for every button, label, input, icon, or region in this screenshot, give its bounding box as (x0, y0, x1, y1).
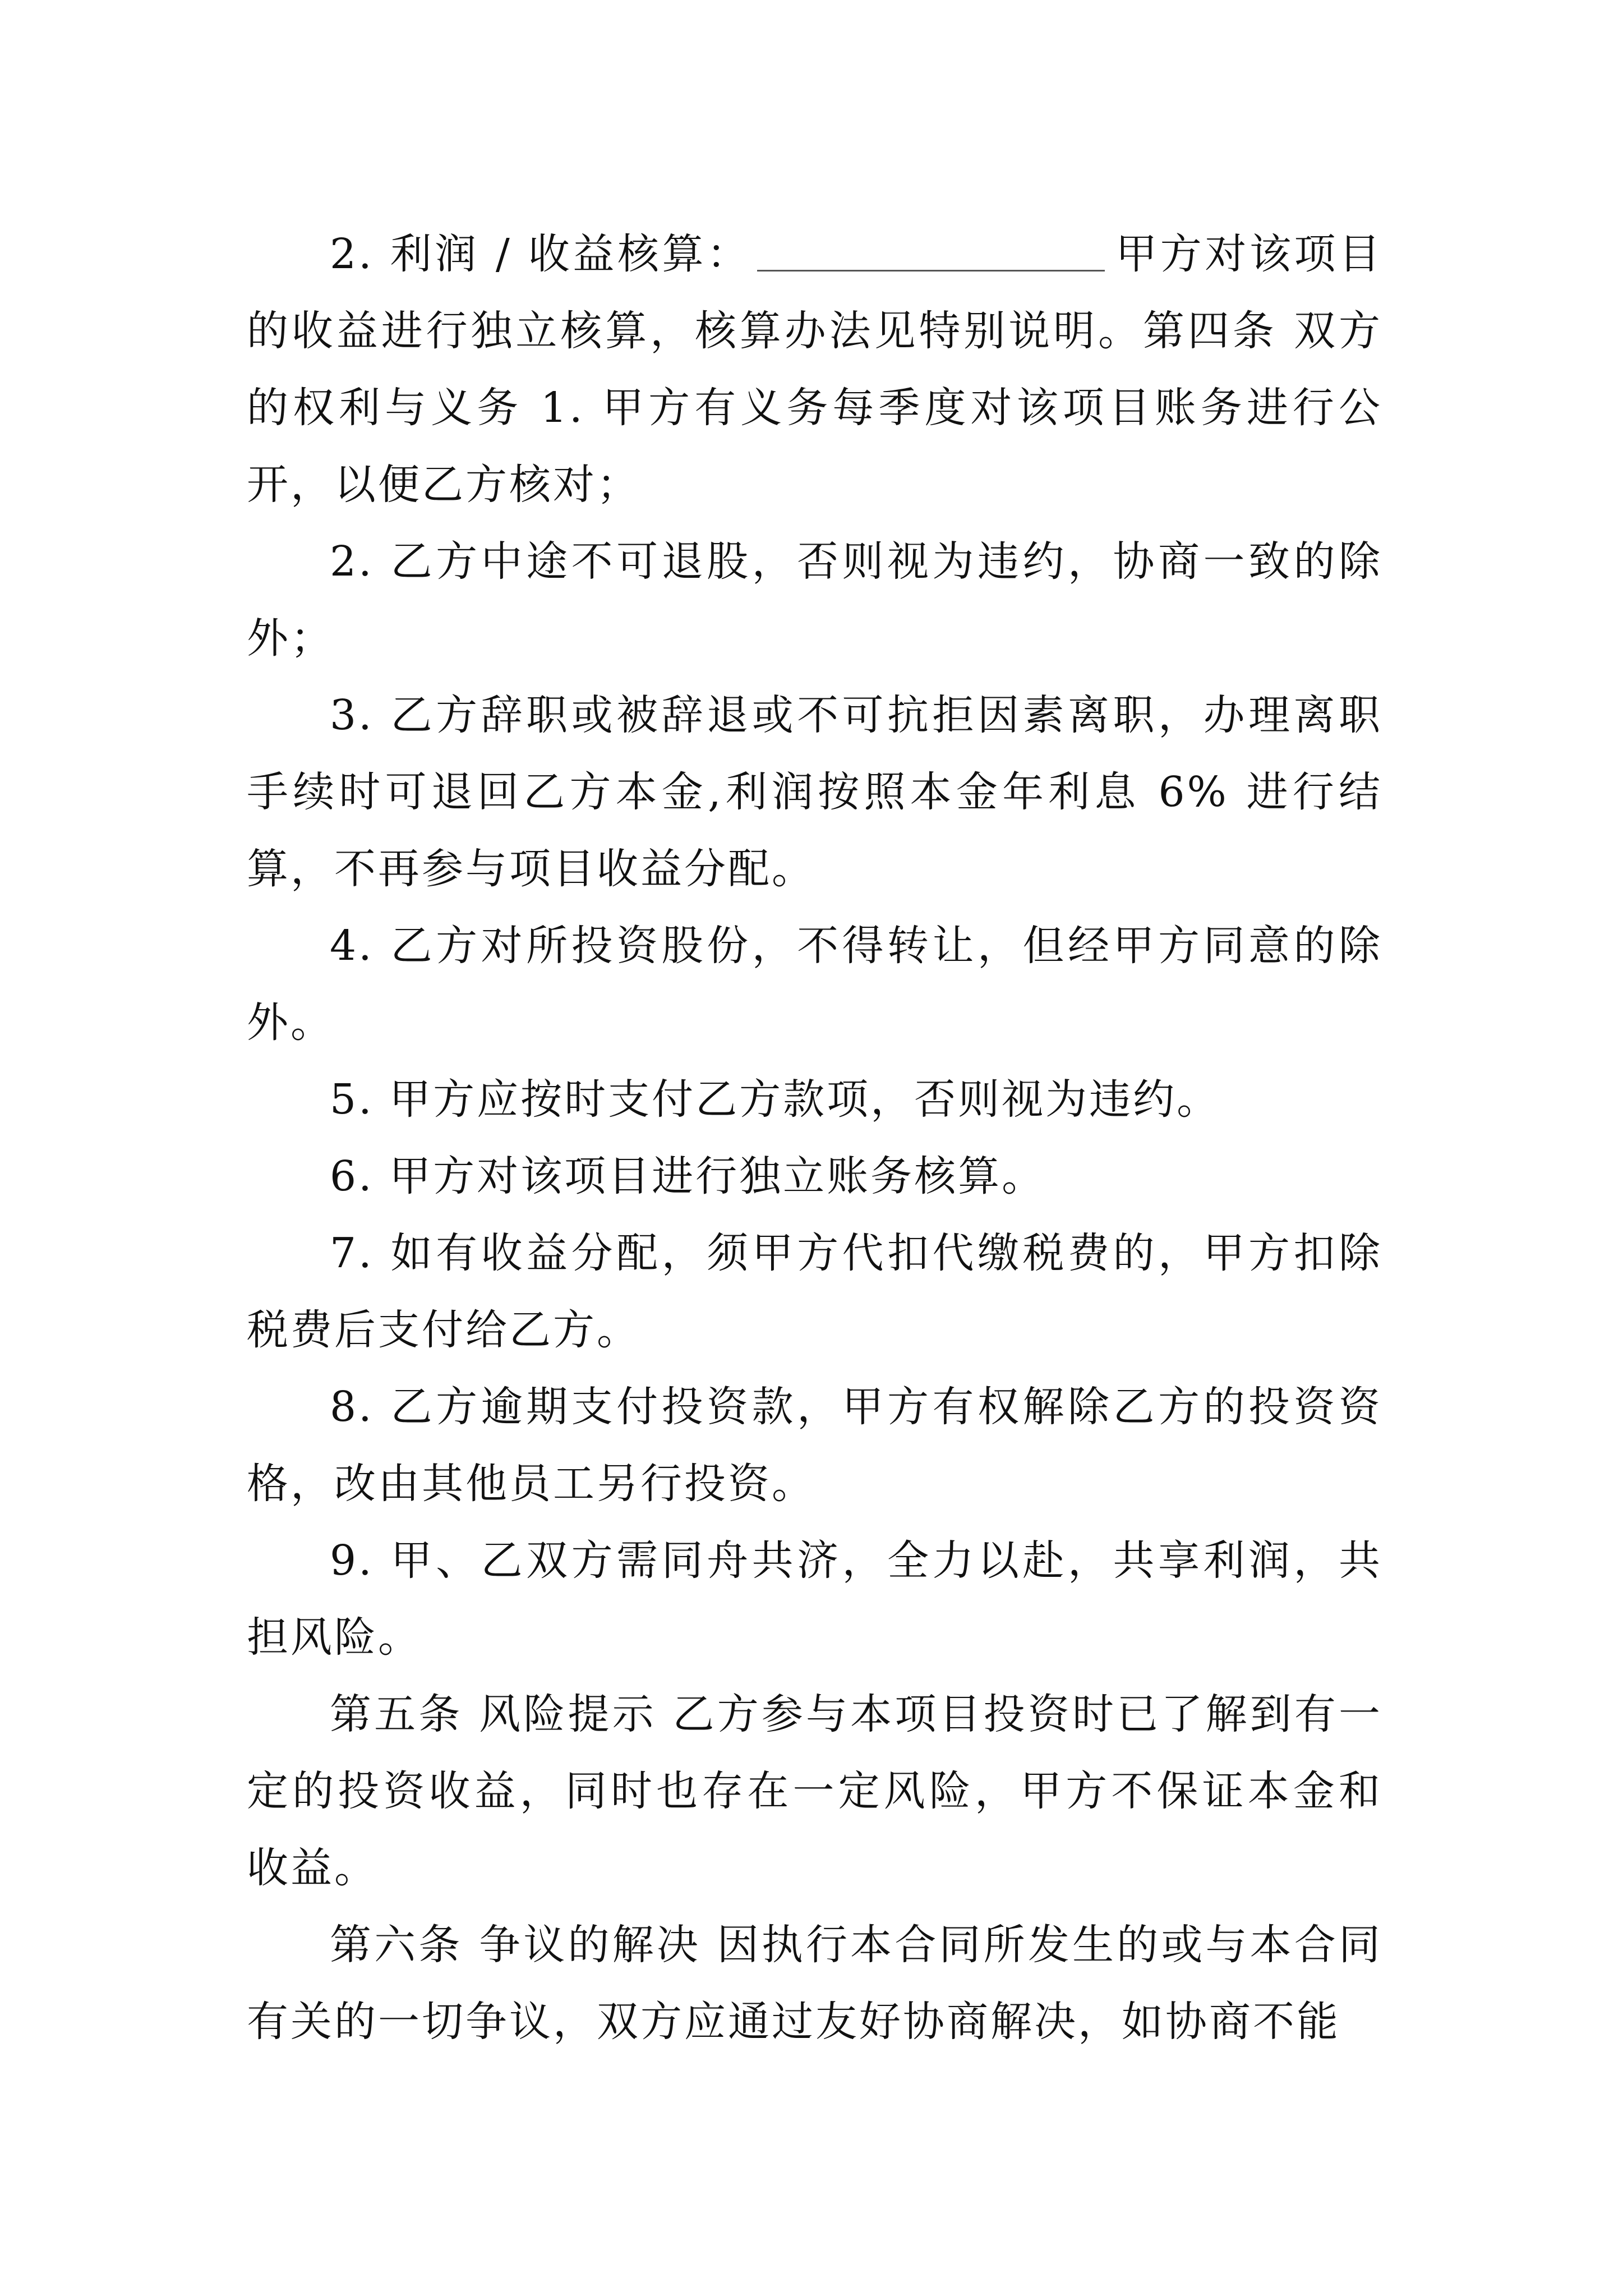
paragraph-profit-accounting (247, 216, 1382, 523)
paragraph-clause-8: 8. 乙方逾期支付投资款，甲方有权解除乙方的投资资格，改由其他员工另行投资。 (247, 1383, 1382, 1508)
paragraph-clause-7: 7. 如有收益分配，须甲方代扣代缴税费的，甲方扣除税费后支付给乙方。 (247, 1229, 1382, 1354)
paragraph-clause-5: 5. 甲方应按时支付乙方款项，否则视为违约。 (330, 1075, 1221, 1124)
paragraph-text: 2. 利润 / 收益核算： (330, 230, 751, 278)
paragraph-article-6-dispute: 第六条 争议的解决 因执行本合同所发生的或与本合同有关的一切争议，双方应通过友好协商解决，如协商不能 (247, 1921, 1382, 2046)
paragraph-article-5-risk: 第五条 风险提示 乙方参与本项目投资时已了解到有一定的投资收益，同时也存在一定风险，甲方不保证本金和收益。 (247, 1690, 1382, 1892)
paragraph-clause-4: 4. 乙方对所投资股份，不得转让，但经甲方同意的除外。 (247, 922, 1382, 1047)
paragraph-clause-6: 6. 甲方对该项目进行独立账务核算。 (330, 1152, 1046, 1200)
document-body (247, 216, 1382, 2060)
paragraph-clause-3: 3. 乙方辞职或被辞退或不可抗拒因素离职，办理离职手续时可退回乙方本金,利润按照本金年利息 6% 进行结算，不再参与项目收益分配。 (247, 691, 1382, 893)
paragraph-clause-2: 2. 乙方中途不可退股，否则视为违约，协商一致的除外； (247, 537, 1382, 662)
paragraph-text: 甲方对该项目的收益进行独立核算，核算办法见特别说明。第四条 双方的权利与义务 1. 甲方有义务每季度对该项目账务进行公开，以便乙方核对； (247, 230, 1383, 509)
fill-in-blank-line (757, 228, 1105, 272)
paragraph-clause-9: 9. 甲、乙双方需同舟共济，全力以赴，共享利润，共担风险。 (247, 1536, 1382, 1662)
